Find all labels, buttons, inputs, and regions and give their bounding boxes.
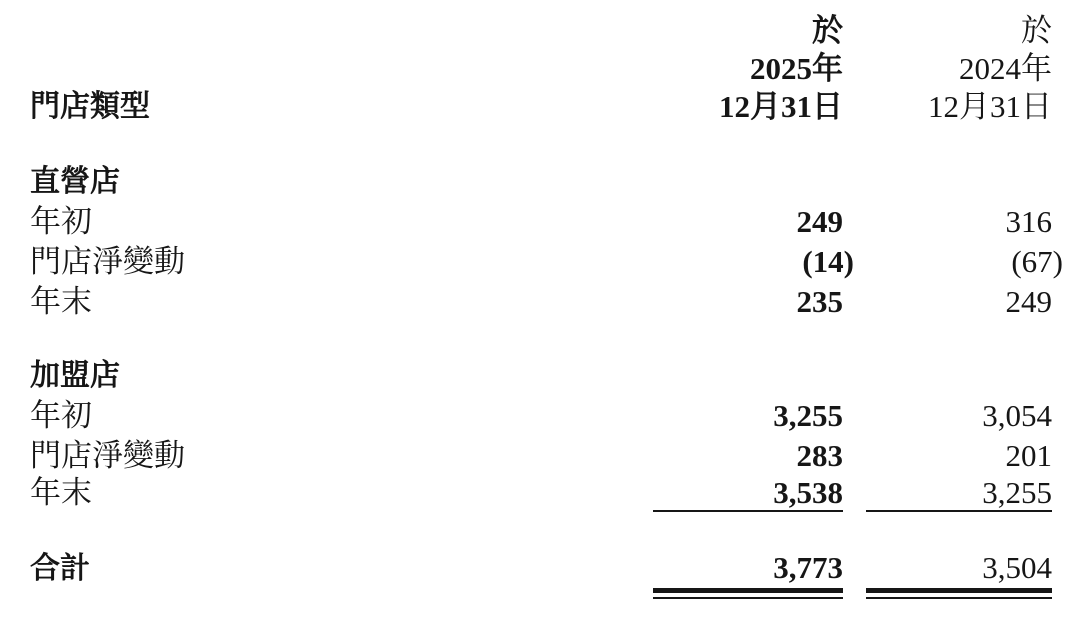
- value-2025-franchise-year-end: 3,538: [773, 475, 843, 510]
- column-header-store-type: 門店類型: [30, 90, 150, 123]
- column-header-2025-line-3: 12月31日: [719, 89, 843, 124]
- section-title-row-franchise-stores: [30, 356, 1052, 396]
- double-underline-thin-rule: [30, 593, 1052, 597]
- value-2024-direct-beginning: 316: [1005, 204, 1052, 239]
- row-label-net-change: 門店淨變動: [30, 438, 185, 473]
- table-row-direct-year-end: [30, 282, 1052, 322]
- column-header-2025: [653, 12, 843, 126]
- value-2025-franchise-net-change: 283: [796, 438, 843, 473]
- thick-rule-2025: [653, 548, 843, 593]
- section-title-row-direct-stores: [30, 162, 1052, 202]
- row-label-beginning-of-year: 年初: [30, 204, 92, 239]
- table-row-franchise-beginning: [30, 396, 1052, 436]
- table-row-direct-net-change: [30, 242, 1063, 282]
- thin-rule-2025: [653, 593, 843, 599]
- row-label-beginning-of-year: 年初: [30, 398, 92, 433]
- row-label-year-end: 年末: [30, 284, 92, 319]
- value-2024-direct-net-change: (67): [1011, 244, 1063, 279]
- column-header-2025-line-2: 2025年: [750, 51, 843, 86]
- column-header-2024: [866, 12, 1052, 126]
- column-header-2024-line-1: 於: [1021, 13, 1052, 48]
- total-value-2025: 3,773: [773, 550, 843, 585]
- row-label-year-end: 年末: [30, 475, 92, 510]
- value-2025-franchise-beginning: 3,255: [773, 398, 843, 433]
- value-2025-direct-net-change: (14): [802, 244, 854, 279]
- row-label-net-change: 門店淨變動: [30, 244, 185, 279]
- column-header-2024-line-3: 12月31日: [928, 89, 1052, 124]
- value-2024-franchise-net-change: 201: [1005, 438, 1052, 473]
- table-row-total: [30, 548, 1052, 593]
- value-2025-direct-beginning: 249: [796, 204, 843, 239]
- value-2024-direct-year-end: 249: [1005, 284, 1052, 319]
- table-row-franchise-net-change: [30, 436, 1052, 476]
- total-label: 合計: [30, 552, 90, 585]
- table-header-row: [30, 12, 1052, 126]
- value-2025-direct-year-end: 235: [796, 284, 843, 319]
- total-value-2024: 3,504: [982, 550, 1052, 585]
- column-header-2024-line-2: 2024年: [959, 51, 1052, 86]
- value-2024-franchise-year-end: 3,255: [982, 475, 1052, 510]
- section-title-franchise-stores: 加盟店: [30, 359, 120, 392]
- single-rule-2024: [866, 476, 1052, 512]
- thin-rule-2024: [866, 593, 1052, 599]
- section-title-direct-stores: 直營店: [30, 165, 120, 198]
- table-row-franchise-year-end: [30, 476, 1052, 512]
- thick-rule-2024: [866, 548, 1052, 593]
- single-rule-2025: [653, 476, 843, 512]
- table-row-direct-beginning: [30, 202, 1052, 242]
- value-2024-franchise-beginning: 3,054: [982, 398, 1052, 433]
- column-header-2025-line-1: 於: [812, 13, 843, 48]
